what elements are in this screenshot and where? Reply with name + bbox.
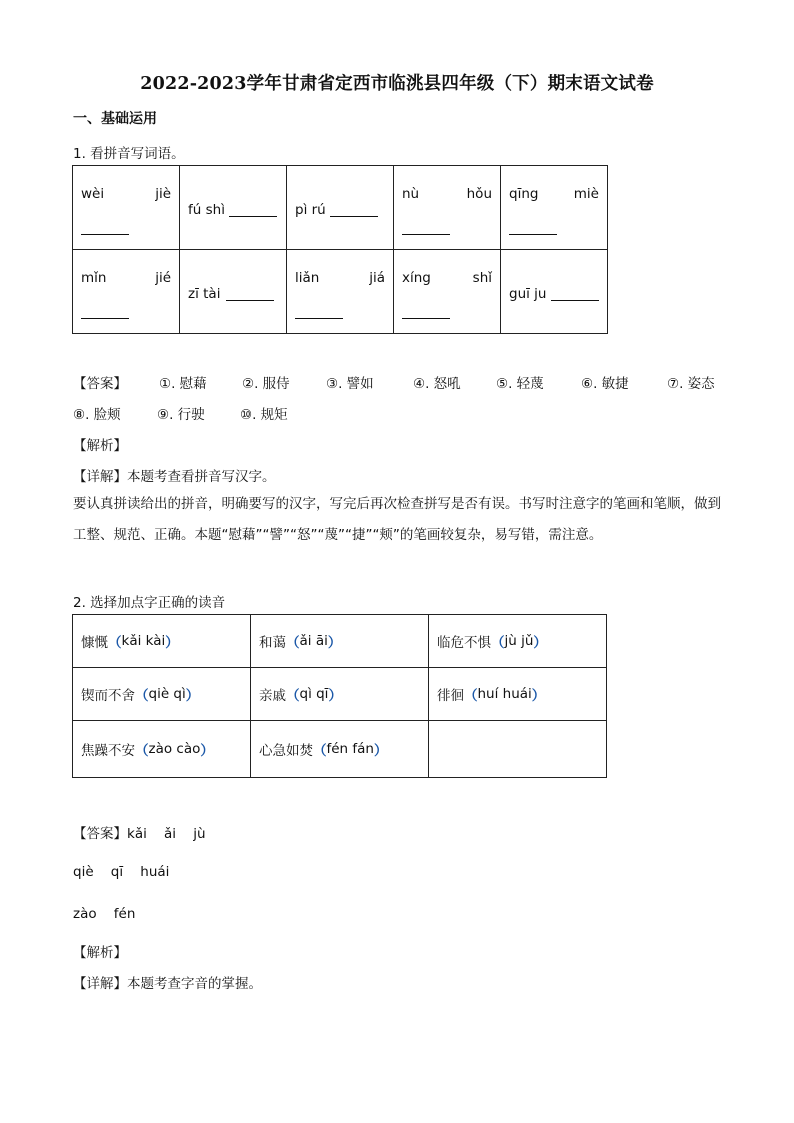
pinyin-options[interactable]: zào cào bbox=[148, 741, 201, 757]
answer-blank[interactable] bbox=[509, 234, 557, 235]
pinyin-right: miè bbox=[573, 186, 599, 202]
pinyin-options[interactable]: ǎi āi bbox=[299, 633, 328, 649]
pinyin-text: pì rú bbox=[295, 202, 326, 218]
reading-cell: 徘徊 （ huí huái ） bbox=[429, 668, 607, 721]
reading-cell: 临危不惧 （ jù jǔ ） bbox=[429, 615, 607, 668]
pinyin-options[interactable]: fén fán bbox=[326, 741, 374, 757]
word: 徘徊 bbox=[437, 688, 464, 704]
question-2-prompt: 2. 选择加点字正确的读音 bbox=[73, 595, 226, 611]
pinyin-right: jiè bbox=[155, 186, 171, 202]
reading-cell: 慷慨 （ kǎi kài ） bbox=[73, 615, 251, 668]
pinyin-table bbox=[72, 165, 608, 334]
pinyin-text: fú shì bbox=[188, 202, 225, 218]
word: 心急如焚 bbox=[259, 743, 313, 759]
pinyin-cell bbox=[287, 250, 394, 334]
pinyin-text: zī tài bbox=[188, 286, 221, 302]
pinyin-options[interactable]: qiè qì bbox=[148, 686, 186, 702]
answer-blank[interactable] bbox=[330, 216, 378, 217]
answer-item: ①. 慰藉 bbox=[159, 376, 207, 392]
pinyin-left: nù bbox=[402, 186, 420, 202]
answer-blank[interactable] bbox=[81, 318, 129, 319]
reading-cell: 心急如焚 （ fén fán ） bbox=[251, 721, 429, 778]
answer-item: ⑩. 规矩 bbox=[240, 407, 288, 423]
q1-answer-row-2 bbox=[73, 403, 733, 423]
analysis-label: 【解析】 bbox=[73, 438, 127, 454]
answer-item: ⑧. 脸颊 bbox=[73, 407, 121, 423]
pinyin-cell bbox=[180, 250, 287, 334]
answer-label: 【答案】 bbox=[73, 826, 127, 842]
pinyin-cell bbox=[394, 250, 501, 334]
reading-cell: 焦躁不安 （ zào cào ） bbox=[73, 721, 251, 778]
word: 锲而不舍 bbox=[81, 688, 135, 704]
pinyin-right: hǒu bbox=[466, 186, 492, 202]
answer-item: ④. 怒吼 bbox=[413, 376, 461, 392]
pinyin-cell bbox=[501, 250, 608, 334]
section-heading: 一、基础运用 bbox=[73, 111, 157, 127]
pinyin-left: liǎn bbox=[295, 270, 320, 286]
page-title: 2022-2023学年甘肃省定西市临洮县四年级（下）期末语文试卷 bbox=[140, 74, 654, 94]
answer-blank[interactable] bbox=[402, 318, 450, 319]
analysis-label: 【解析】 bbox=[73, 945, 127, 961]
answer-item: ③. 譬如 bbox=[326, 376, 374, 392]
detail-text: 【详解】本题考查字音的掌握。 bbox=[73, 976, 262, 992]
reading-cell-empty bbox=[429, 721, 607, 778]
reading-table bbox=[72, 614, 607, 778]
explanation-paragraph: 要认真拼读给出的拼音，明确要写的汉字，写完后再次检查拼写是否有误。书写时注意字的笔画和笔顺，做到工整、规范、正确。本题“慰藉”“譬”“怒”“蔑”“捷”“颊”的笔画较复杂，易写错，需注意。 bbox=[73, 496, 721, 543]
pinyin-cell bbox=[394, 166, 501, 250]
pinyin-text: guī ju bbox=[509, 286, 547, 302]
pinyin-right: jiá bbox=[369, 270, 385, 286]
pinyin-cell bbox=[73, 250, 180, 334]
word: 和蔼 bbox=[259, 635, 286, 651]
answer-blank[interactable] bbox=[551, 300, 599, 301]
answer-blank[interactable] bbox=[402, 234, 450, 235]
answer-blank[interactable] bbox=[226, 300, 274, 301]
pinyin-left: wèi bbox=[81, 186, 105, 202]
pinyin-options[interactable]: huí huái bbox=[477, 686, 532, 702]
word: 亲戚 bbox=[259, 688, 286, 704]
question-1-prompt: 1. 看拼音写词语。 bbox=[73, 146, 185, 162]
pinyin-left: xíng bbox=[402, 270, 431, 286]
answer-item: ⑥. 敏捷 bbox=[581, 376, 629, 392]
answer-item: ⑨. 行驶 bbox=[157, 407, 205, 423]
answer-blank[interactable] bbox=[229, 216, 277, 217]
reading-cell: 和蔼 （ ǎi āi ） bbox=[251, 615, 429, 668]
reading-cell: 亲戚 （ qì qī ） bbox=[251, 668, 429, 721]
q2-answer-line-2: qiè qī huái bbox=[73, 864, 170, 880]
pinyin-cell bbox=[287, 166, 394, 250]
answer-blank[interactable] bbox=[295, 318, 343, 319]
answer-item: ②. 服侍 bbox=[242, 376, 290, 392]
word: 慷慨 bbox=[81, 635, 108, 651]
pinyin-options[interactable]: jù jǔ bbox=[504, 633, 534, 649]
pinyin-cell bbox=[501, 166, 608, 250]
pinyin-left: qīng bbox=[509, 186, 539, 202]
q2-answer-line-3: zào fén bbox=[73, 906, 136, 922]
q1-answer-row-1 bbox=[73, 372, 733, 392]
pinyin-options[interactable]: kǎi kài bbox=[121, 633, 166, 649]
answer-blank[interactable] bbox=[81, 234, 129, 235]
pinyin-cell bbox=[73, 166, 180, 250]
pinyin-right: jié bbox=[155, 270, 171, 286]
answer-item: ⑤. 轻蔑 bbox=[496, 376, 544, 392]
pinyin-right: shǐ bbox=[472, 270, 492, 286]
word: 焦躁不安 bbox=[81, 743, 135, 759]
pinyin-cell bbox=[180, 166, 287, 250]
answer-label: 【答案】 bbox=[73, 376, 127, 392]
word: 临危不惧 bbox=[437, 635, 491, 651]
answer-item: ⑦. 姿态 bbox=[667, 376, 715, 392]
reading-cell: 锲而不舍 （ qiè qì ） bbox=[73, 668, 251, 721]
detail-text: 【详解】本题考查看拼音写汉字。 bbox=[73, 469, 276, 485]
pinyin-left: mǐn bbox=[81, 270, 107, 286]
q2-answer-line-1 bbox=[73, 822, 206, 842]
pinyin-options[interactable]: qì qī bbox=[299, 686, 329, 702]
answer-text: kǎi ǎi jù bbox=[127, 826, 206, 842]
